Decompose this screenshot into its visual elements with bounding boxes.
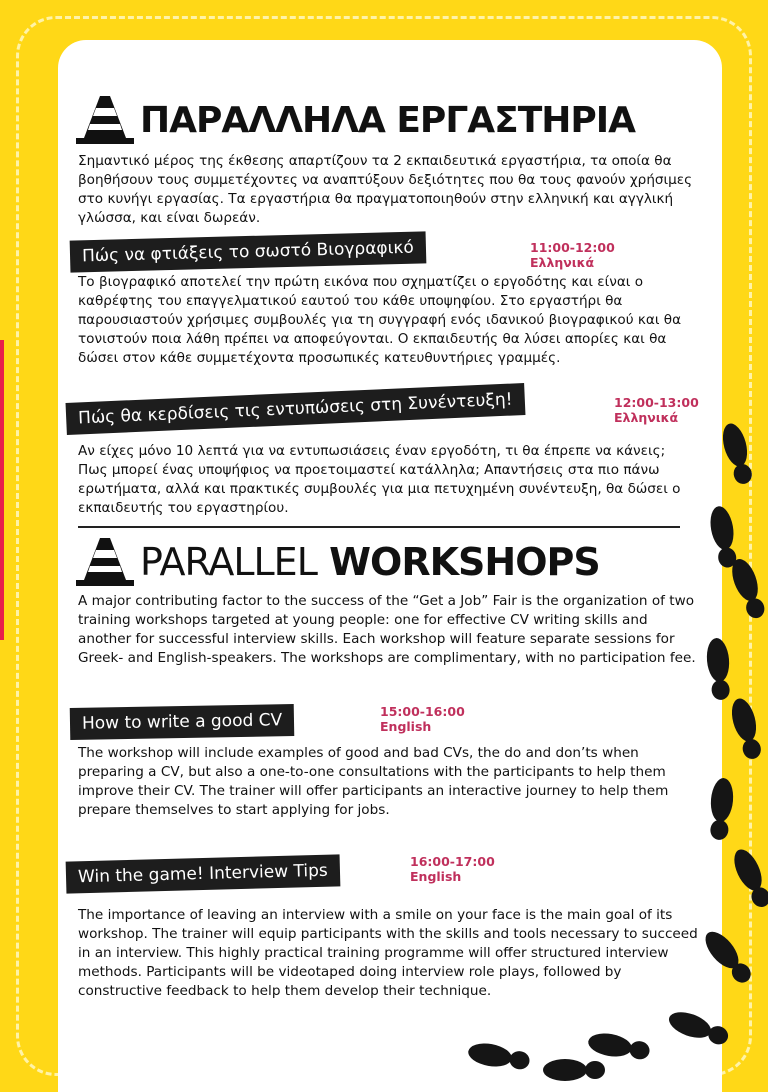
greek-workshop-2-language: Ελληνικά [614, 410, 679, 425]
english-workshop-1-time: 15:00-16:00 [380, 704, 465, 719]
english-title-part2: WORKSHOPS [329, 540, 600, 584]
english-workshop-1-time-block [380, 704, 465, 734]
traffic-cone-icon [74, 94, 136, 146]
greek-workshop-2-title: Πώς θα κερδίσεις τις εντυπώσεις στη Συνέντευξη! [66, 383, 526, 435]
greek-intro: Σημαντικό μέρος της έκθεσης απαρτίζουν τα 2 εκπαιδευτικά εργαστήρια, τα οποία θα βοηθήσουν τους συμμετέχοντες να αναπτύξουν δεξιότητες που θα τους φανούν χρήσιμες στο κυνήγι εργασίας. Τα εργαστήρια θα πραγματοποιηθούν στην ελληνική και αγγλική γλώσσα, και είναι δωρεάν. [78, 153, 693, 226]
english-workshop-2-time-block [410, 854, 495, 884]
english-workshop-1-language: English [380, 719, 432, 734]
greek-workshop-1-language: Ελληνικά [530, 255, 595, 270]
english-title [140, 540, 600, 584]
greek-workshop-1-title: Πώς να φτιάξεις το σωστό Βιογραφικό [70, 231, 427, 272]
accent-bar [0, 340, 4, 640]
english-workshop-1-title: How to write a good CV [70, 704, 295, 740]
english-workshop-2-title: Win the game! Interview Tips [66, 854, 341, 893]
greek-workshop-2-time: 12:00-13:00 [614, 395, 699, 410]
english-intro: A major contributing factor to the success of the “Get a Job” Fair is the organization of two training workshops targeted at young people: one for effective CV writing skills and another for successful interview skills. Each workshop will feature separate sessions for Greek- and English-speakers. The workshops are complimentary, with no participation fee. [78, 593, 696, 666]
greek-title: ΠΑΡΑΛΛΗΛΑ ΕΡΓΑΣΤΗΡΙΑ [140, 100, 636, 141]
greek-workshop-1-time: 11:00-12:00 [530, 240, 615, 255]
greek-workshop-2-time-block [614, 395, 699, 425]
traffic-cone-icon [74, 536, 136, 588]
section-divider [78, 526, 680, 528]
greek-workshop-1-description: Το βιογραφικό αποτελεί την πρώτη εικόνα που σχηματίζει ο εργοδότης και είναι ο καθρέφτης του επαγγελματικού εαυτού του κάθε υποψηφίου. Στο εργαστήρι θα παρουσιαστούν χρήσιμες συμβουλές για τη συγγραφή ενός ιδανικού βιογραφικού και θα τονιστούν ποια λάθη πρέπει να αποφεύγονται. Ο εκπαιδευτής θα λύσει απορίες και θα δώσει στον κάθε συμμετέχοντα προσωπικές κατευθυντήριες γραμμές. [78, 274, 682, 366]
english-workshop-2-description: The importance of leaving an interview with a smile on your face is the main goal of its workshop. The trainer will equip participants with the skills and tools necessary to succeed in an interview. This highly practical training programme will offer structured interview methods. Participants will be videotaped doing interview role plays, followed by constructive feedback to help them develop their technique. [78, 907, 698, 999]
greek-workshop-2-description: Αν είχες μόνο 10 λεπτά για να εντυπωσιάσεις έναν εργοδότη, τι θα έπρεπε να κάνεις; Πως μπορεί ένας υποψήφιος να προετοιμαστεί κατάλληλα; Απαντήσεις στα πιο πάνω ερωτήματα, αλλά και πρακτικές συμβουλές για μια πετυχημένη συνέντευξη, θα δώσει ο εκπαιδευτής του εργαστηρίου. [78, 443, 681, 516]
english-workshop-1-description: The workshop will include examples of good and bad CVs, the do and don’ts when preparing a CV, but also a one-to-one consultations with the participants to help them improve their CV. The trainer will offer participants an interactive journey to help them prepare themselves to start applying for jobs. [78, 745, 669, 818]
english-title-part1: PARALLEL [140, 540, 317, 584]
english-workshop-2-language: English [410, 869, 462, 884]
english-workshop-2-time: 16:00-17:00 [410, 854, 495, 869]
greek-workshop-1-time-block [530, 240, 615, 270]
